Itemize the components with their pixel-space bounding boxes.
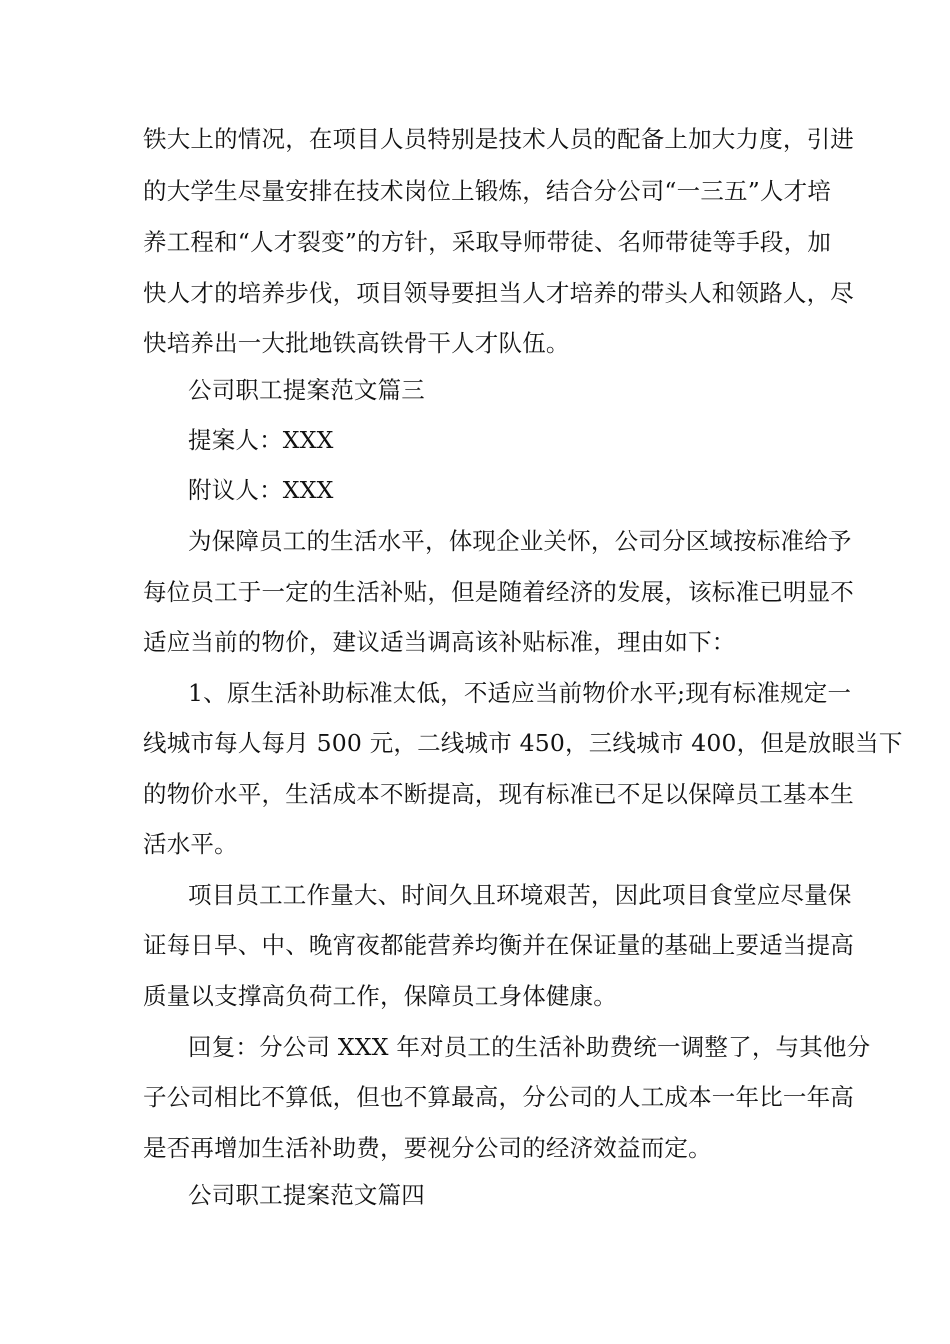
- section-heading: 公司职工提案范文篇三: [188, 376, 425, 404]
- seconder-line: 附议人：XXX: [188, 476, 334, 504]
- body-text-line: 活水平。: [143, 830, 238, 858]
- body-text-line: 质量以支撑高负荷工作，保障员工身体健康。: [143, 982, 617, 1010]
- proposer-line: 提案人：XXX: [188, 426, 334, 454]
- section-heading: 公司职工提案范文篇四: [188, 1181, 425, 1209]
- body-text-line: 1、原生活补助标准太低，不适应当前物价水平;现有标准规定一: [188, 679, 852, 707]
- body-text-line: 快人才的培养步伐，项目领导要担当人才培养的带头人和领路人，尽: [143, 279, 854, 307]
- body-text-line: 养工程和“人才裂变”的方针，采取导师带徒、名师带徒等手段，加: [143, 228, 832, 256]
- body-text-line: 的物价水平，生活成本不断提高，现有标准已不足以保障员工基本生: [143, 780, 854, 808]
- body-text-line: 的大学生尽量安排在技术岗位上锻炼，结合分公司“一三五”人才培: [143, 177, 832, 205]
- body-text-line: 为保障员工的生活水平，体现企业关怀，公司分区域按标准给予: [188, 527, 852, 555]
- body-text-line: 证每日早、中、晚宵夜都能营养均衡并在保证量的基础上要适当提高: [143, 931, 854, 959]
- body-text-line: 项目员工工作量大、时间久且环境艰苦，因此项目食堂应尽量保: [188, 881, 852, 909]
- reply-text-line: 子公司相比不算低，但也不算最高，分公司的人工成本一年比一年高: [143, 1083, 854, 1111]
- reply-text-line: 是否再增加生活补助费，要视分公司的经济效益而定。: [143, 1134, 712, 1162]
- body-text-line: 快培养出一大批地铁高铁骨干人才队伍。: [143, 329, 570, 357]
- body-text-line: 线城市每人每月 500 元，二线城市 450，三线城市 400，但是放眼当下: [143, 729, 903, 757]
- body-text-line: 适应当前的物价，建议适当调高该补贴标准，理由如下：: [143, 628, 736, 656]
- reply-text-line: 回复：分公司 XXX 年对员工的生活补助费统一调整了，与其他分: [188, 1033, 871, 1061]
- body-text-line: 每位员工于一定的生活补贴，但是随着经济的发展，该标准已明显不: [143, 578, 854, 606]
- body-text-line: 铁大上的情况，在项目人员特别是技术人员的配备上加大力度，引进: [143, 125, 854, 153]
